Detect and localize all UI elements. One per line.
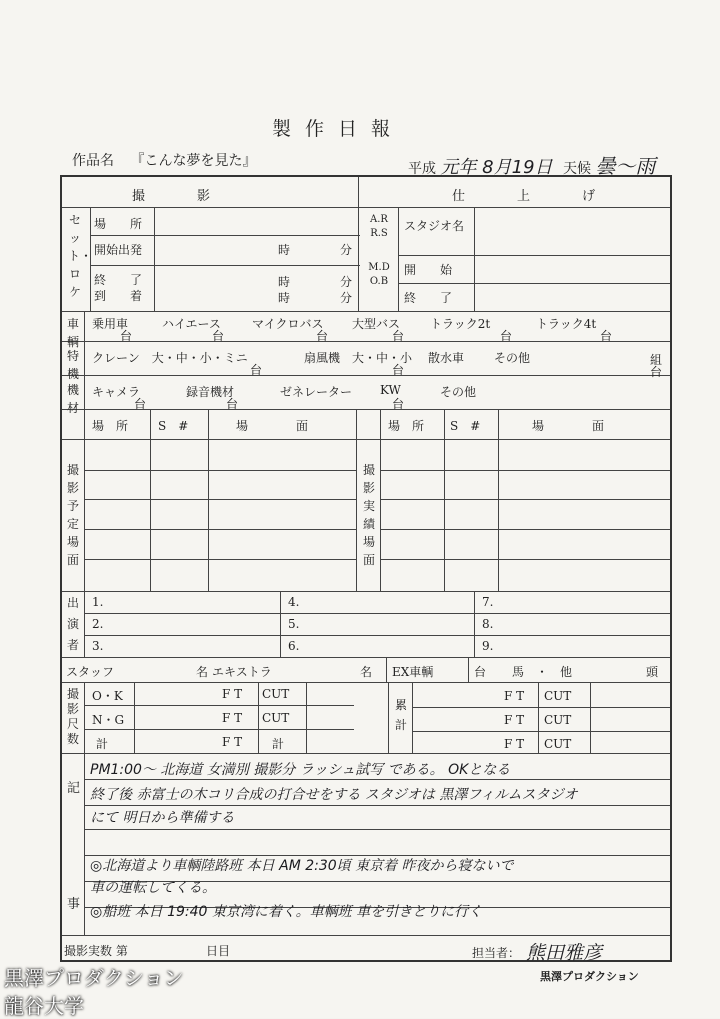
memo-line-2: 終了後 赤富士の木コリ合成の打合せをする スタジオは 黒澤フィルムスタジオ (90, 787, 578, 803)
set-loke-label: セット・ロケ (68, 213, 93, 299)
vehicle-unit: 台 (316, 329, 329, 343)
plan-place-header: 場 所 (92, 419, 129, 433)
company-name: 黒澤プロダクション (540, 970, 639, 983)
watermark-line1: 黒澤プロダクション (4, 966, 184, 990)
equip-other: その他 (440, 385, 477, 399)
mdob-label: M.D O.B (368, 262, 390, 287)
finish-header: 仕 上 げ (452, 189, 596, 204)
cum-cut-2: CUT (544, 713, 572, 727)
era: 平成 (408, 161, 436, 177)
cum-ft-3: F T (504, 737, 525, 751)
cast-7: 7. (482, 595, 494, 609)
place-label: 場 所 (94, 217, 143, 231)
watermark-line2: 龍谷大学 (4, 994, 84, 1018)
memo-line-1: PM1:00〜 北海道 女満別 撮影分 ラッシュ試写 である。 OKとなる (90, 762, 511, 778)
actual-place-header: 場 所 (388, 419, 425, 433)
actual-sno-header: S # (450, 419, 481, 433)
ft-ng: F T (222, 711, 243, 725)
ars-label: A.R R.S (370, 214, 388, 239)
cut-ng: CUT (262, 711, 290, 725)
work-label: 作品名 (72, 153, 114, 169)
ft-ok: F T (222, 687, 243, 701)
extra-label: エキストラ (212, 665, 272, 679)
start-label: 開始出発 (94, 243, 143, 257)
cast-6: 6. (288, 639, 300, 653)
cast-9: 9. (482, 639, 494, 653)
arrive-minute-label: 分 (340, 291, 353, 305)
vehicle-truck2t: トラック2t (430, 317, 491, 331)
equip-sound: 録音機材 (186, 385, 235, 399)
start-minute-label: 分 (340, 243, 353, 257)
shoot-header: 撮 影 (132, 189, 211, 204)
plan-scene-label: 撮影予定場面 (66, 463, 79, 567)
vehicle-unit: 台 (392, 329, 405, 343)
vehicle-unit: 台 (500, 329, 513, 343)
special-unit: 台 (392, 363, 405, 377)
ex-vehicle-label: EX車輌 (392, 665, 434, 679)
extra-mei: 名 (360, 665, 373, 679)
equip-camera: キャメラ (92, 385, 141, 399)
cast-3: 3. (92, 639, 104, 653)
vehicle-truck4t: トラック4t (536, 317, 597, 331)
special-unit-kumi: 組 (650, 353, 663, 367)
cast-2: 2. (92, 617, 104, 631)
studio-label: スタジオ名 (404, 219, 465, 233)
staff-label: スタッフ (66, 665, 115, 679)
cut-ok: CUT (262, 687, 290, 701)
date-text: 元年 8月19日 (440, 157, 553, 178)
memo-line-4: ◎北海道より車輌陸路班 本日 AM 2:30頃 東京着 昨夜から寝ないで (90, 858, 514, 874)
horse-tou: 頭 (646, 665, 659, 679)
actual-scene-label: 撮影実績場面 (362, 463, 375, 567)
arrive-label: 到 着 (94, 289, 143, 303)
finish-start-label: 開 始 (404, 263, 453, 277)
work-title-line (72, 150, 256, 170)
person-name: 熊田雅彦 (526, 942, 603, 964)
days-label: 撮影実数 第 (64, 944, 128, 958)
report-title: 製作日報 (272, 118, 405, 140)
end-label: 終 了 (94, 273, 143, 287)
horse-label: 馬 ・ 他 (512, 665, 573, 679)
vehicle-hiace: ハイエース (162, 317, 221, 331)
plan-sno-header: S # (158, 419, 189, 433)
memo-line-6: ◎船班 本日 19:40 東京湾に着く。車輌班 車を引きとりに行く (90, 904, 483, 920)
vehicle-unit: 台 (600, 329, 613, 343)
special-unit: 台 (250, 363, 263, 377)
cast-1: 1. (92, 595, 104, 609)
cum-ft-1: F T (504, 689, 525, 703)
actual-scene-header: 場 面 (532, 419, 605, 433)
special-label: 特機 (66, 349, 79, 381)
memo-line-3: にて 明日から準備する (90, 810, 235, 826)
equip-unit: 台 (134, 397, 147, 411)
cum-cut-3: CUT (544, 737, 572, 751)
report-form-grid (60, 175, 672, 962)
cast-8: 8. (482, 617, 494, 631)
vehicle-microbus: マイクロバス (252, 317, 324, 331)
weather: 曇〜雨 (595, 154, 656, 178)
special-other: その他 (494, 351, 531, 365)
equip-unit: 台 (392, 397, 405, 411)
staff-mei: 名 (196, 665, 209, 679)
arrive-hour-label: 時 (278, 291, 291, 305)
cast-label: 出演者 (66, 596, 79, 652)
equipment-label: 機材 (66, 383, 79, 415)
special-fan: 扇風機 大・中・小 (304, 351, 413, 365)
cast-4: 4. (288, 595, 300, 609)
end-hour-label: 時 (278, 275, 291, 289)
special-unit: 台 (650, 365, 663, 379)
kei-total: 計 (272, 737, 285, 751)
vehicle-car: 乗用車 (92, 317, 129, 331)
memo-line-5: 車の運転してくる。 (90, 880, 216, 896)
cum-ft-2: F T (504, 713, 525, 727)
footage-ng: N・G (92, 713, 125, 727)
footage-label: 撮影尺数 (66, 687, 79, 746)
days-unit: 日目 (206, 944, 231, 958)
memo-label-top: 記 (67, 781, 81, 796)
plan-scene-header: 場 面 (236, 419, 309, 433)
ft-total: F T (222, 735, 243, 749)
work-title: 『こんな夢を見た』 (130, 153, 257, 169)
end-minute-label: 分 (340, 275, 353, 289)
footage-total: 計 (96, 737, 109, 751)
special-water: 散水車 (428, 351, 465, 365)
special-crane: クレーン 大・中・小・ミニ (92, 351, 248, 365)
finish-end-label: 終 了 (404, 291, 453, 305)
vehicle-unit: 台 (212, 329, 225, 343)
vehicle-label: 車輌 (66, 317, 79, 349)
footage-ok: O・K (92, 689, 123, 703)
cast-5: 5. (288, 617, 300, 631)
equip-unit: 台 (226, 397, 239, 411)
ex-vehicle-dai: 台 (474, 665, 487, 679)
vehicle-unit: 台 (120, 329, 133, 343)
cum-cut-1: CUT (544, 689, 572, 703)
vehicle-bus: 大型バス (352, 317, 401, 331)
start-hour-label: 時 (278, 243, 291, 257)
equip-kw: KW (380, 383, 401, 397)
person-label: 担当者： (472, 946, 521, 960)
cumulative-label: 累計 (394, 698, 407, 732)
memo-label-bottom: 事 (67, 897, 81, 912)
equip-generator: ゼネレーター (280, 385, 353, 399)
weather-label: 天候 (562, 161, 591, 177)
